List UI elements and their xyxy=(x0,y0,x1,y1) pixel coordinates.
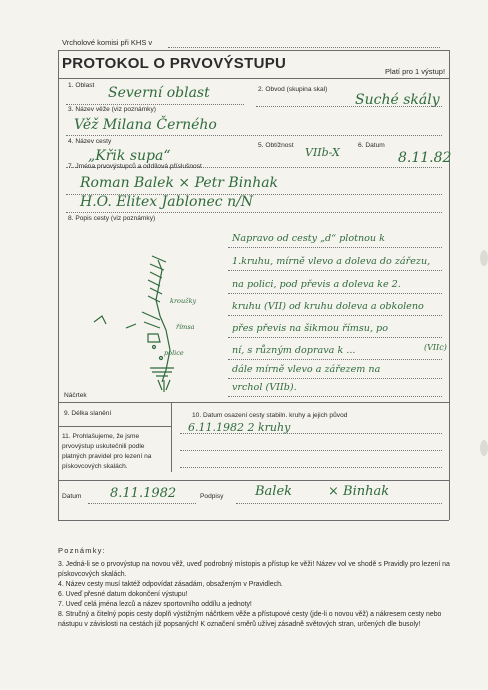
signature-1: Balek xyxy=(255,484,293,499)
page-title: PROTOKOL O PRVOVÝSTUPU xyxy=(62,55,287,72)
field-6-label: 6. Datum xyxy=(358,142,385,149)
route-line: přes převis na šikmou římsu, po xyxy=(232,323,388,334)
date-value: 8.11.1982 xyxy=(110,486,177,501)
commission-label: Vrcholové komisi při KHS v xyxy=(62,38,153,47)
signatures-label: Podpisy xyxy=(200,493,224,500)
field-3-value: Věž Milana Černého xyxy=(74,117,217,133)
note-item: 7. Uveď celá jména lezců a název sportovního oddílu a jednoty! xyxy=(58,601,252,608)
field-1-value: Severní oblast xyxy=(108,85,210,101)
field-4-label: 4. Název cesty xyxy=(68,138,112,145)
route-line: dále mírně vlevo a zářezem na xyxy=(232,364,381,375)
field-11-declaration: 11. Prohlašujeme, že jsme prvovýstup uskutečnili podle platných pravidel pro lezení na pískovcových skalách. xyxy=(62,433,152,470)
field-7-line-1: Roman Balek × Petr Binhak xyxy=(80,175,279,191)
field-5-label: 5. Obtížnost xyxy=(258,142,294,149)
note-item: 3. Jedná-li se o prvovýstup na novou věž, uveď podrobný místopis a přístup ke věži! Název vol ve shodě s Pravidly pro lezení na pískovcových skalách. xyxy=(58,561,450,578)
route-line: 1.kruhu, mírně vlevo a doleva do zářezu, xyxy=(232,256,431,267)
field-9-label: 9. Délka slanění xyxy=(64,410,112,417)
route-sketch xyxy=(66,230,226,405)
field-10-label: 10. Datum osazení cesty stabiln. kruhy a jejich původ xyxy=(192,412,348,419)
field-5-value: VIIb-X xyxy=(305,146,340,159)
validity-note: Platí pro 1 výstup! xyxy=(385,67,446,76)
field-2-label: 2. Obvod (skupina skal) xyxy=(258,86,328,93)
field-7-line-2: H.O. Elitex Jablonec n/N xyxy=(80,194,254,210)
sketch-note: police xyxy=(164,349,184,357)
note-item: 8. Stručný a čitelný popis cesty doplň výstižným náčrtkem věže a přístupové cesty (jde-li o novou věž) a nákresem cesty nebo nástupu v závislosti na cestách již popsaných! K označení směrů užívej zásadně světových stran, určených dle busoly! xyxy=(58,611,442,628)
route-line: na polici, pod převis a doleva ke 2. xyxy=(232,279,401,290)
field-10-value: 6.11.1982 2 kruhy xyxy=(188,421,291,434)
route-line: vrchol (VIIb). xyxy=(232,382,297,393)
route-line: kruhu (VII) od kruhu doleva a obkoleno xyxy=(232,301,424,312)
notes-list xyxy=(58,560,450,630)
route-margin-note: (VIIc) xyxy=(424,343,447,352)
field-6-value: 8.11.82 xyxy=(398,150,452,166)
sketch-label: Náčrtek xyxy=(64,392,87,399)
route-line: ní, s různým doprava k ... xyxy=(232,345,356,356)
route-line: Napravo od cesty „d“ plotnou k xyxy=(232,233,385,244)
field-1-label: 1. Oblast xyxy=(68,82,95,89)
field-7-label: 7. Jména prvovýstupců a oddílová příslušnost xyxy=(68,163,202,170)
sketch-note: kroužky xyxy=(170,297,197,305)
note-item: 4. Název cesty musí taktéž odpovídat zásadám, obsaženým v Pravidlech. xyxy=(58,581,283,588)
notes-title: Poznámky: xyxy=(58,546,106,555)
punch-hole xyxy=(480,440,488,456)
field-3-label: 3. Název věže (viz poznámky) xyxy=(68,106,156,113)
punch-hole xyxy=(480,250,488,266)
sketch-note: římsa xyxy=(176,323,195,331)
field-8-label: 8. Popis cesty (viz poznámky) xyxy=(68,215,156,222)
signature-2: × Binhak xyxy=(328,484,390,499)
note-item: 6. Uveď přesné datum dokončení výstupu! xyxy=(58,591,188,598)
field-2-value: Suché skály xyxy=(355,92,440,108)
field-4-value: „Křik supa“ xyxy=(88,148,171,164)
date-label: Datum xyxy=(62,493,82,500)
